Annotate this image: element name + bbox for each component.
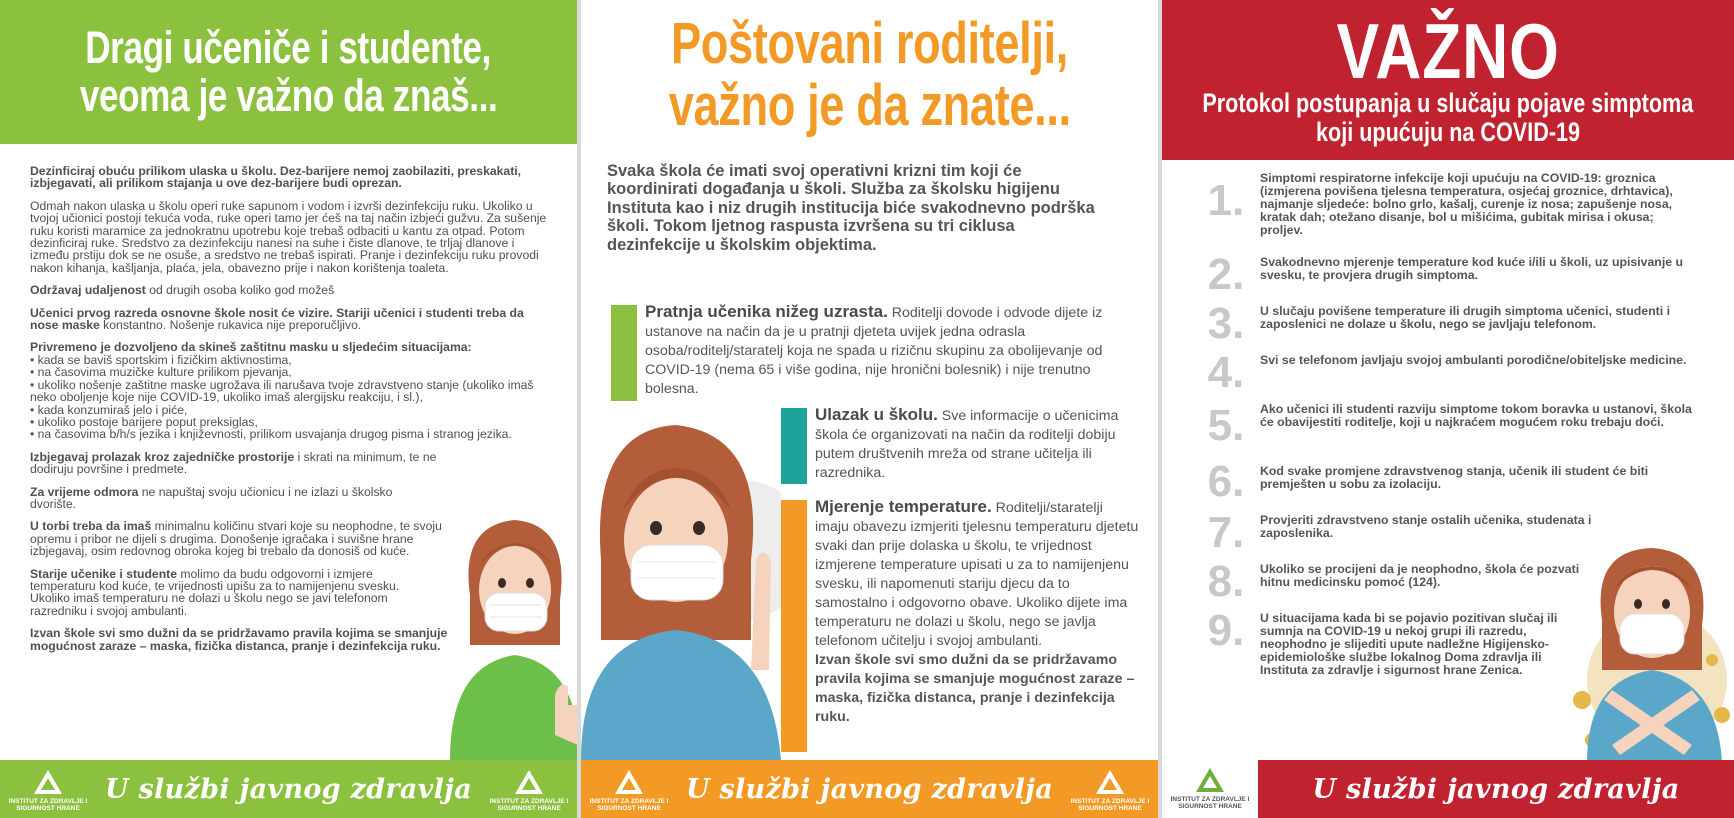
item-text: Simptomi respiratorne infekcije koji upućuju na COVID-19: groznica (izmjerena povišena tjelesna temperatura, osjećaj groznice, drhtavica), najmanje sljedeće: bolno grlo, kašalj, curenje iz nosa; zapušenje nosa, kratak dah; otežano disanje, bol u mišićima, gubitak mirisa i okusa; proljev.: [1260, 171, 1673, 237]
item-text: U slučaju povišene temperature ili drugih simptoma učenici, studenti i zaposlenici ne dolaze u školu, nego se javljaju telefonom.: [1260, 304, 1670, 331]
protocol-poster: [1162, 0, 1734, 818]
students-p5: Privremeno je dozvoljeno da skineš zaštitnu masku u sljedećim situacijama: • kada se baviš sportskim i fizičkim aktivnostima, • na časovima muzičke kulture prilikom pjevanja, • ukoliko nošenje zaštitne maske ugrožava ili narušava tvoje zdravstveno stanje (ukoliko imaš neko oboljenje koje nije COVID-19, ukoliko imaš alergijsku reakciju, i sl.), • kada konzumiraš jelo i piće, • ukoliko postoje barijere poput preksiglas, • na časovima b/h/s jezika i književnosti, prilikom usvajanja drugog pisma i stranog jezika.: [30, 341, 550, 440]
item-number: 2.: [1207, 250, 1245, 299]
girl-mask-illustration: [440, 505, 577, 760]
students-p4: Učenici prvog razreda osnovne škole nosit će vizire. Stariji učenici i studenti treba da nose maske konstantno. Nošenje rukavica nije preporučljivo.: [30, 305, 524, 333]
parents-intro: Svaka škola će imati svoj operativni krizni tim koji će koordinirati događanja u školi. Služba za školsku higijenu Instituta kao i niz drugih institucija biće svakodnevno podrška školi. Tokom ljetnog raspusta izvršena su tri ciklusa dezinfekcije u školskim objektima.: [607, 162, 1095, 254]
footer-slogan: U službi javnog zdravlja: [685, 773, 1054, 805]
students-p10: Izvan škole svi smo dužni da se pridržavamo pravila kojima se smanjuje mogućnost zaraze – maska, fizička distanca, pranje i dezinfekcija ruku.: [30, 626, 448, 653]
item-number: 1.: [1207, 176, 1245, 225]
parents-header-line1: Poštovani roditelji,: [671, 11, 1068, 76]
item-text: Svakodnevno mjerenje temperature kod kuće i/ili u školi, uz upisivanje u svesku, te provjera drugih simptoma.: [1260, 255, 1684, 282]
girl-mask-illustration: [581, 410, 781, 760]
item-text: Ukoliko se procijeni da je neophodno, škola će pozvati hitnu medicinsku pomoć (124).: [1260, 562, 1580, 589]
students-header: [0, 0, 577, 144]
item-number: 4.: [1207, 348, 1245, 397]
protocol-subtitle-line2: koji upućuju na COVID-19: [1315, 117, 1581, 147]
students-p1: Dezinficiraj obuću prilikom ulaska u školu. Dez-barijere nemoj zaobilaziti, preskakati, izbjegavati, ali prilikom stajanja u ove dez-barijere budi oprezan.: [30, 164, 522, 191]
section-bar-teal: [781, 408, 807, 484]
parents-header-line2: važno je da znate...: [668, 73, 1071, 138]
item-number: 8.: [1207, 557, 1245, 606]
section-bar-orange: [781, 500, 807, 752]
section-temperature: Mjerenje temperature. Roditelji/staratelji imaju obavezu izmjeriti tjelesnu temperaturu djetetu svaki dan prije dolaska u školu, te vrijednost izmjerene temperature upisati u za to namijenjenu svesku, ili napomenuti stariju djecu da to samostalno i odgovorno obave. Ukoliko dijete ima temperaturu ne dolazi u školu, nego se javlja telefonom učitelju i svojoj ambulanti. Izvan škole svi smo dužni da se pridržavamo pravila kojima se smanjuje mogućnost zaraze – maska, fizička distanca, pranje i dezinfekcija ruku.: [815, 497, 1139, 725]
students-p2: Odmah nakon ulaska u školu operi ruke sapunom i vodom i izvrši dezinfekciju ruku. Ukoliko u tvojoj učionici postoji tekuća voda, ruke operi tamo jer ćeš na taj način izbjeći gužvu. Za sušenje ruku koristi maramice za jednokratnu upotrebu koje trebaš odbaciti u kantu za otpad. Potom dezinficiraj ruke. Sredstvo za dezinfekciju nanesi na suhe i čiste dlanove, te trljaj dlanove i između prstiju dok se ne osuše, a sredstvo ne trebaš ispirati. Pranje i dezinfekciju ruku provodi nakon kihanja, kašljanja, plaća, jela, obavezno prije i nakon korištenja toaleta.: [30, 198, 547, 275]
list-item: • na časovima muzičke kulture prilikom pjevanja,: [30, 366, 550, 378]
footer-slogan: U službi javnog zdravlja: [104, 773, 473, 805]
students-p8: U torbi treba da imaš minimalnu količinu stvari koje su neophodne, te svoju opremu i pribor ne dijeli s drugima. Donošenje igračaka i suvišne hrane izbjegavaj, osim redovnog obroka kojeg bi trebalo da donosiš od kuće.: [30, 519, 442, 559]
item-text: U situacijama kada bi se pojavio pozitivan slučaj ili sumnja na COVID-19 u nekoj grupi ili razredu, neophodno je slijediti upute nadležne Higijensko-epidemiološke službe lokalnog Doma zdravlja ili Instituta za zdravlje i sigurnost hrane Zenica.: [1260, 611, 1558, 677]
institute-logo-icon: [1170, 768, 1250, 810]
item-number: 6.: [1207, 457, 1245, 506]
students-header-line1: Dragi učeniče i studente,: [85, 22, 492, 73]
institute-logo-icon: [8, 770, 88, 812]
item-number: 9.: [1207, 606, 1245, 655]
students-header-line2: veoma je važno da znaš...: [79, 70, 498, 121]
institute-logo-icon: [1070, 770, 1150, 812]
students-p6: Izbjegavaj prolazak kroz zajedničke prostorije i skrati na minimum, te ne dodiruju površine i predmete.: [30, 449, 437, 477]
students-p7: Za vrijeme odmora ne napuštaj svoju učionicu i ne izlazi u školsko dvorište.: [30, 484, 393, 511]
list-item: • kada se baviš sportskim i fizičkim aktivnostima,: [30, 354, 550, 366]
item-number: 3.: [1207, 299, 1245, 348]
section-escort: Pratnja učenika nižeg uzrasta. Roditelji dovode i odvode dijete iz ustanove na način da je u pratnji djeteta uvijek jedna odrasla osoba/roditelj/staratelj koja ne spada u rizičnu skupinu za obolijevanje od COVID-19 (nema 65 i više godina, nije hronični bolesnik) i nije trenutno bolesna.: [645, 302, 1103, 397]
logo-text: INSTITUT ZA ZDRAVLJE I SIGURNOST HRANE: [1170, 796, 1250, 810]
mask-exceptions-list: [30, 354, 550, 441]
item-text: Provjeriti zdravstveno stanje ostalih učenika, studenata i zaposlenika.: [1260, 513, 1592, 540]
list-item: • ukoliko nošenje zaštitne maske ugrožava ili narušava tvoje zdravstveno stanje (ukoliko imaš neko oboljenje koje nije COVID-19, ukoliko imaš alergijsku reakciju, i sl.),: [30, 379, 550, 404]
logo-text: INSTITUT ZA ZDRAVLJE I SIGURNOST HRANE: [8, 798, 88, 812]
students-poster: [0, 0, 577, 818]
logo-text: INSTITUT ZA ZDRAVLJE I SIGURNOST HRANE: [1070, 798, 1150, 812]
students-p3: Održavaj udaljenost od drugih osoba koliko god možeš: [30, 283, 335, 298]
institute-logo-icon: [589, 770, 669, 812]
parents-header: [581, 0, 1158, 150]
students-p9: Starije učenike i studente molimo da budu odgovorni i izmjere temperaturu kod kuće, te vrijednosti upišu za to namijenjenu svesku. Ukoliko imaš temperaturu ne dolazi u školu nego se javi telefonom razredniku i svojoj ambulanti.: [30, 566, 400, 618]
girl-mask-illustration: [1562, 540, 1734, 762]
item-text: Svi se telefonom javljaju svojoj ambulanti porodične/obiteljske medicine.: [1260, 353, 1687, 367]
institute-logo-icon: [489, 770, 569, 812]
protocol-title: VAŽNO: [1336, 7, 1560, 95]
section-entry: Ulazak u školu. Sve informacije o učenicima škola će organizovati na način da roditelji dobiju putem društvenih mreža od strane učitelja ili razrednika.: [815, 405, 1119, 481]
section-bar-green: [611, 305, 637, 401]
logo-text: INSTITUT ZA ZDRAVLJE I SIGURNOST HRANE: [589, 798, 669, 812]
item-text: Kod svake promjene zdravstvenog stanja, učenik ili student će biti premješten u sobu za izolaciju.: [1260, 464, 1649, 491]
item-number: 5.: [1207, 401, 1245, 450]
list-item: • na časovima b/h/s jezika i književnosti, prilikom usvajanja drugog pisma i stranog jezika.: [30, 428, 550, 440]
protocol-header: [1162, 0, 1734, 160]
protocol-footer: [1258, 760, 1734, 818]
item-text: Ako učenici ili studenti razviju simptome tokom boravka u ustanovi, škola će obavijestiti roditelje, koji u najkraćem mogućem roku trebaju doći.: [1260, 402, 1692, 429]
protocol-subtitle-line1: Protokol postupanja u slučaju pojave simptoma: [1202, 88, 1694, 118]
list-item: • kada konzumiraš jelo i piće,: [30, 404, 550, 416]
logo-text: INSTITUT ZA ZDRAVLJE I SIGURNOST HRANE: [489, 798, 569, 812]
parents-poster: [581, 0, 1158, 818]
item-number: 7.: [1207, 508, 1245, 557]
list-item: • ukoliko postoje barijere poput preksiglas,: [30, 416, 550, 428]
footer-slogan: U službi javnog zdravlja: [1312, 773, 1680, 805]
